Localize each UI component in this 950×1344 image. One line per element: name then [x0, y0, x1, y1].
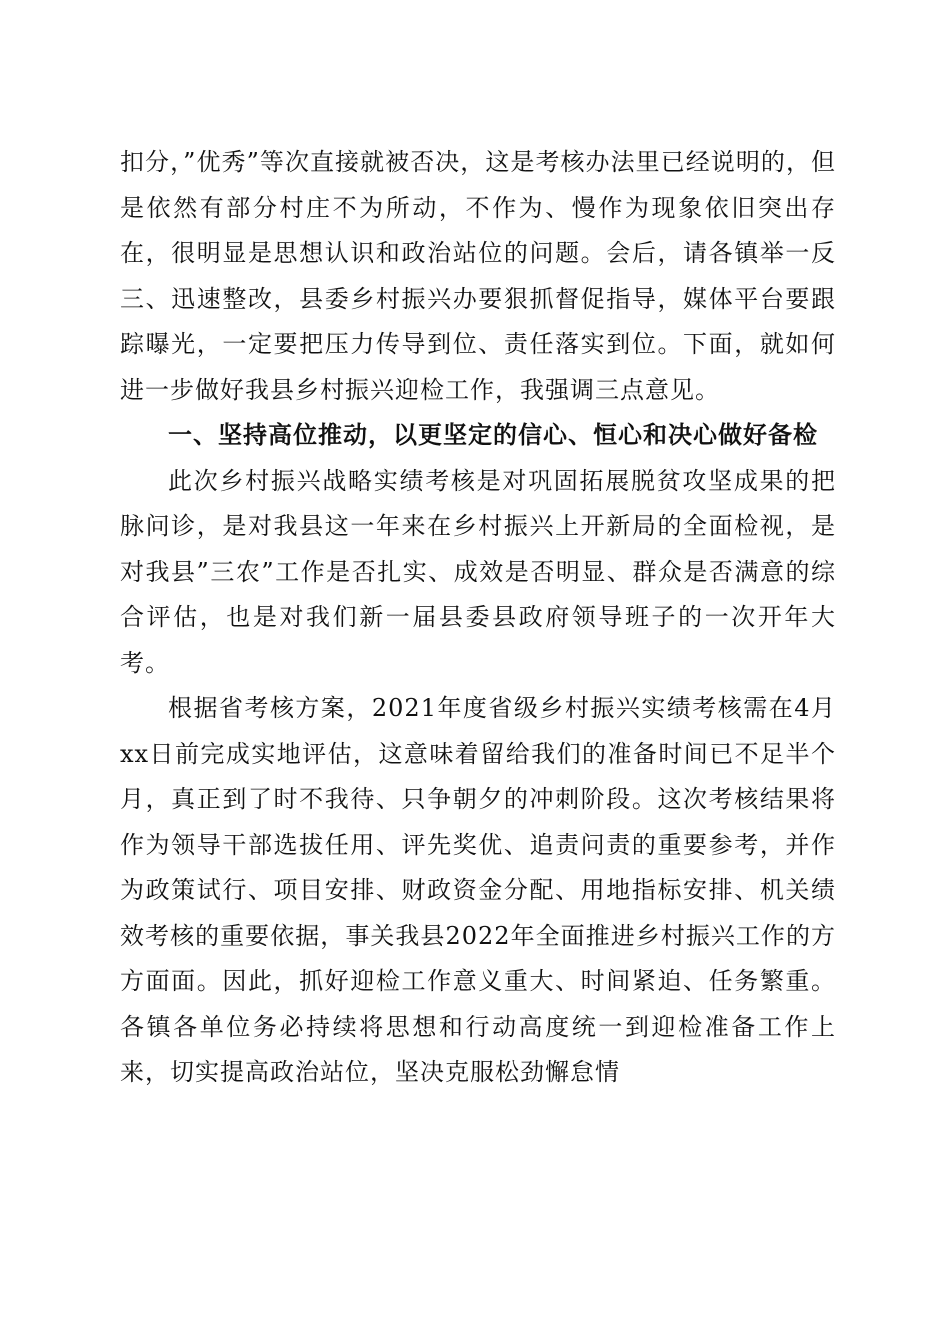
paragraph-assessment-schedule: 根据省考核方案，2021年度省级乡村振兴实绩考核需在4月xx日前完成实地评估，这意味着留给我们的准备时间已不足半个月，真正到了时不我待、只争朝夕的冲刺阶段。这次考核结果将作为领导干部选拔任用、评先奖优、追责问责的重要参考，并作为政策试行、项目安排、财政资金分配、用地指标安排、机关绩效考核的重要依据，事关我县2022年全面推进乡村振兴工作的方方面面。因此，抓好迎检工作意义重大、时间紧迫、任务繁重。各镇各单位务必持续将思想和行动高度统一到迎检准备工作上来，切实提高政治站位，坚决克服松劲懈怠情: [120, 694, 836, 1086]
document-page: [120, 140, 836, 1096]
section-heading-1: 一、坚持高位推动，以更坚定的信心、恒心和决心做好备检: [168, 421, 818, 449]
paragraph-intro: 扣分，”优秀”等次直接就被否决，这是考核办法里已经说明的，但是依然有部分村庄不为所动，不作为、慢作为现象依旧突出存在，很明显是思想认识和政治站位的问题。会后，请各镇举一反三、迅速整改，县委乡村振兴办要狠抓督促指导，媒体平台要跟踪曝光，一定要把压力传导到位、责任落实到位。下面，就如何进一步做好我县乡村振兴迎检工作，我强调三点意见。: [120, 148, 836, 404]
paragraph-assessment-significance: 此次乡村振兴战略实绩考核是对巩固拓展脱贫攻坚成果的把脉问诊，是对我县这一年来在乡村振兴上开新局的全面检视，是对我县”三农”工作是否扎实、成效是否明显、群众是否满意的综合评估，也是对我们新一届县委县政府领导班子的一次开年大考。: [120, 466, 836, 677]
